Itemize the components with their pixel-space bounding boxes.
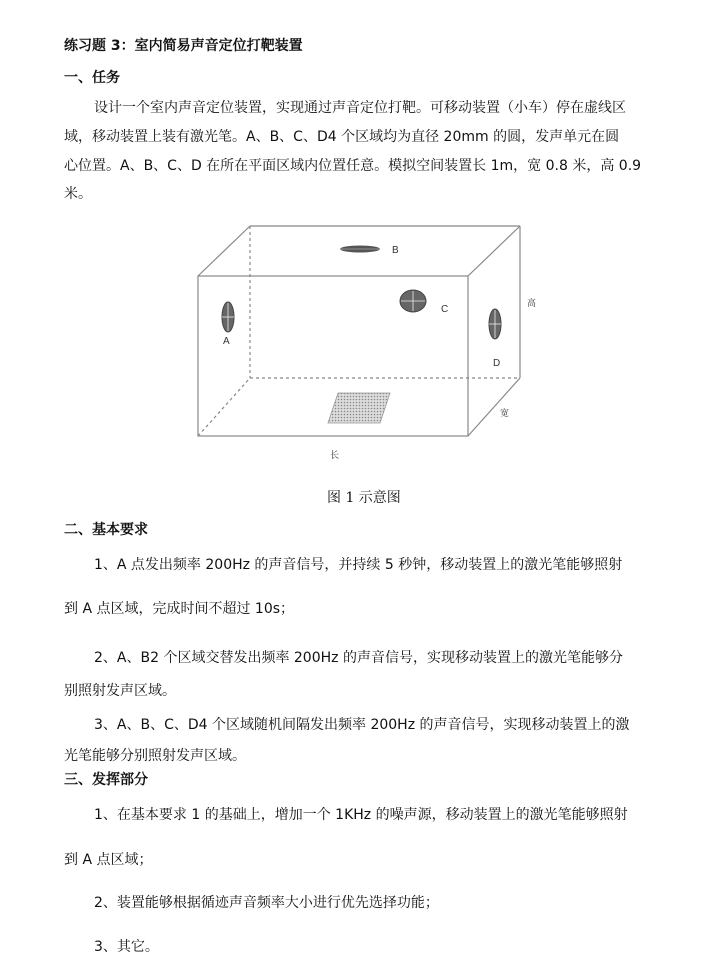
paragraph-line: 到 A 点区域，完成时间不超过 10s； [64, 601, 295, 617]
label-length: 长 [330, 450, 340, 460]
paragraph-line: 2、装置能够根据循迹声音频率大小进行优先选择功能； [94, 895, 439, 911]
label-height: 高 [527, 298, 537, 308]
label-a: A [223, 336, 230, 347]
label-width: 宽 [500, 408, 510, 418]
figure-caption: 图 1 示意图 [327, 490, 401, 506]
box-edge [198, 226, 250, 276]
box-edge [468, 226, 520, 276]
car-parking-area [328, 393, 390, 423]
paragraph-line: 别照射发声区域。 [64, 683, 176, 699]
target-c [400, 290, 426, 312]
paragraph-line: 域，移动装置上装有激光笔。A、B、C、D4 个区域均为直径 20mm 的圆，发声单元在圆 [64, 129, 620, 145]
target-b [340, 246, 380, 253]
paragraph-line: 1、在基本要求 1 的基础上，增加一个 1KHz 的噪声源，移动装置上的激光笔能够照射 [94, 807, 628, 823]
paragraph-line: 1、A 点发出频率 200Hz 的声音信号，并持续 5 秒钟，移动装置上的激光笔能够照射 [94, 557, 623, 573]
paragraph-line: 心位置。A、B、C、D 在所在平面区域内位置任意。模拟空间装置长 1m，宽 0.8 米，高 0.9 [64, 158, 642, 174]
section-heading-basic-requirements: 二、基本要求 [64, 522, 148, 538]
target-a [222, 302, 234, 332]
paragraph-line: 到 A 点区域； [64, 852, 153, 868]
label-b: B [392, 245, 399, 256]
box-edge [468, 378, 520, 436]
paragraph-line: 设计一个室内声音定位装置，实现通过声音定位打靶。可移动装置（小车）停在虚线区 [94, 100, 626, 116]
paragraph-line: 2、A、B2 个区域交替发出频率 200Hz 的声音信号，实现移动装置上的激光笔能够分 [94, 650, 623, 666]
document-title: 练习题 3：室内简易声音定位打靶装置 [64, 38, 303, 54]
paragraph-line: 米。 [64, 186, 92, 202]
box-diagram [190, 218, 550, 463]
section-heading-extensions: 三、发挥部分 [64, 772, 148, 788]
target-d [489, 309, 501, 339]
label-c: C [441, 304, 449, 315]
paragraph-line: 光笔能够分别照射发声区域。 [64, 748, 246, 764]
paragraph-line: 3、A、B、C、D4 个区域随机间隔发出频率 200Hz 的声音信号，实现移动装置上的激 [94, 717, 630, 733]
box-hidden-edge [198, 378, 250, 436]
paragraph-line: 3、其它。 [94, 939, 159, 955]
label-d: D [493, 358, 501, 369]
section-heading-task: 一、任务 [64, 70, 120, 86]
